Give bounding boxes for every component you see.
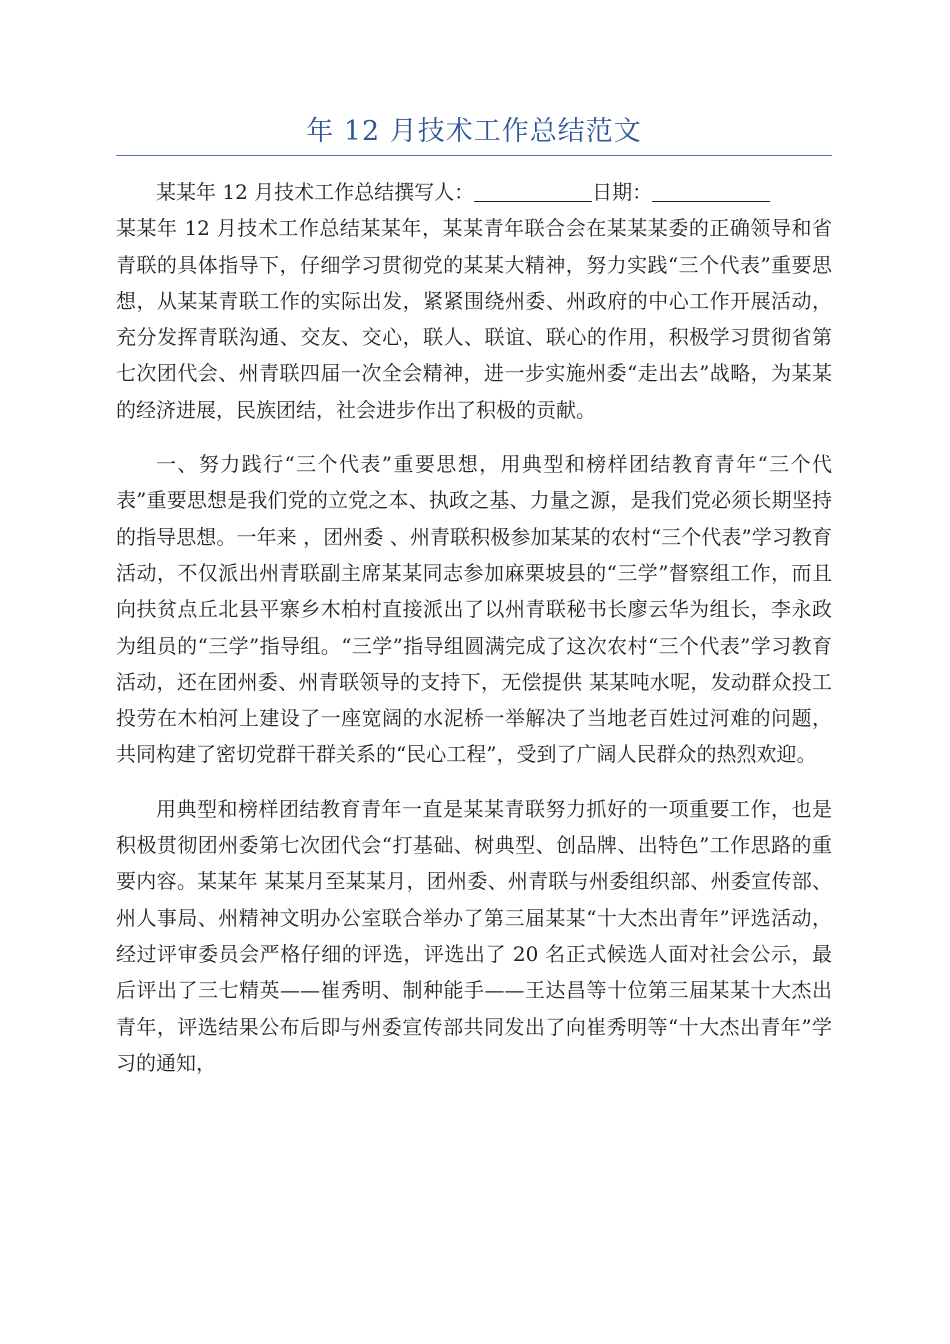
paragraph-intro [116, 174, 832, 428]
document-title: 年 12 月技术工作总结范文 [306, 116, 642, 147]
author-label: 某某年 12 月技术工作总结撰写人： [156, 180, 475, 204]
author-blank [474, 181, 592, 202]
date-label: 日期： [592, 180, 653, 204]
paragraph: 用典型和榜样团结教育青年一直是某某青联努力抓好的一项重要工作，也是积极贯彻团州委第七次团代会“打基础、树典型、创品牌、出特色”工作思路的重要内容。某某年 某某月至某某月，团州委、州青联与州委组织部、州委宣传部、州人事局、州精神文明办公室联合举办了第三届某某“十大杰出青年”评选活动，经过评审委员会严格仔细的评选，评选出了 20 名正式候选人面对社会公示，最后评出了三七精英——崔秀明、制种能手——王达昌等十位第三届某某十大杰出青年，评选结果公布后即与州委宣传部共同发出了向崔秀明等“十大杰出青年”学习的通知， [116, 796, 832, 1075]
title-divider [116, 155, 832, 156]
date-blank [652, 181, 770, 202]
paragraph-text: 某某年 12 月技术工作总结某某年，某某青年联合会在某某某委的正确领导和省青联的具体指导下，仔细学习贯彻党的某某大精神，努力实践“三个代表”重要思想，从某某青联工作的实际出发，紧紧围绕州委、州政府的中心工作开展活动，充分发挥青联沟通、交友、交心，联人、联谊、联心的作用，积极学习贯彻省第七次团代会、州青联四届一次全会精神，进一步实施州委“走出去”战略，为某某的经济进展，民族团结，社会进步作出了积极的贡献。 [116, 216, 832, 422]
document-body [116, 174, 832, 1081]
paragraph: 一、努力践行“三个代表”重要思想，用典型和榜样团结教育青年“三个代表”重要思想是我们党的立党之本、执政之基、力量之源，是我们党必须长期坚持的指导思想。一年来 ，团州委 、州青联积极参加某某的农村“三个代表”学习教育活动，不仅派出州青联副主席某某同志参加麻栗坡县的“三学”督察组工作，而且向扶贫点丘北县平寨乡木柏村直接派出了以州青联秘书长廖云华为组长，李永政为组员的“三学”指导组。“三学”指导组圆满完成了这次农村“三个代表”学习教育活动，还在团州委、州青联领导的支持下，无偿提供 某某吨水呢，发动群众投工投劳在木柏河上建设了一座宽阔的水泥桥一举解决了当地老百姓过河难的问题，共同构建了密切党群干群关系的“民心工程”，受到了广阔人民群众的热烈欢迎。 [116, 452, 832, 767]
